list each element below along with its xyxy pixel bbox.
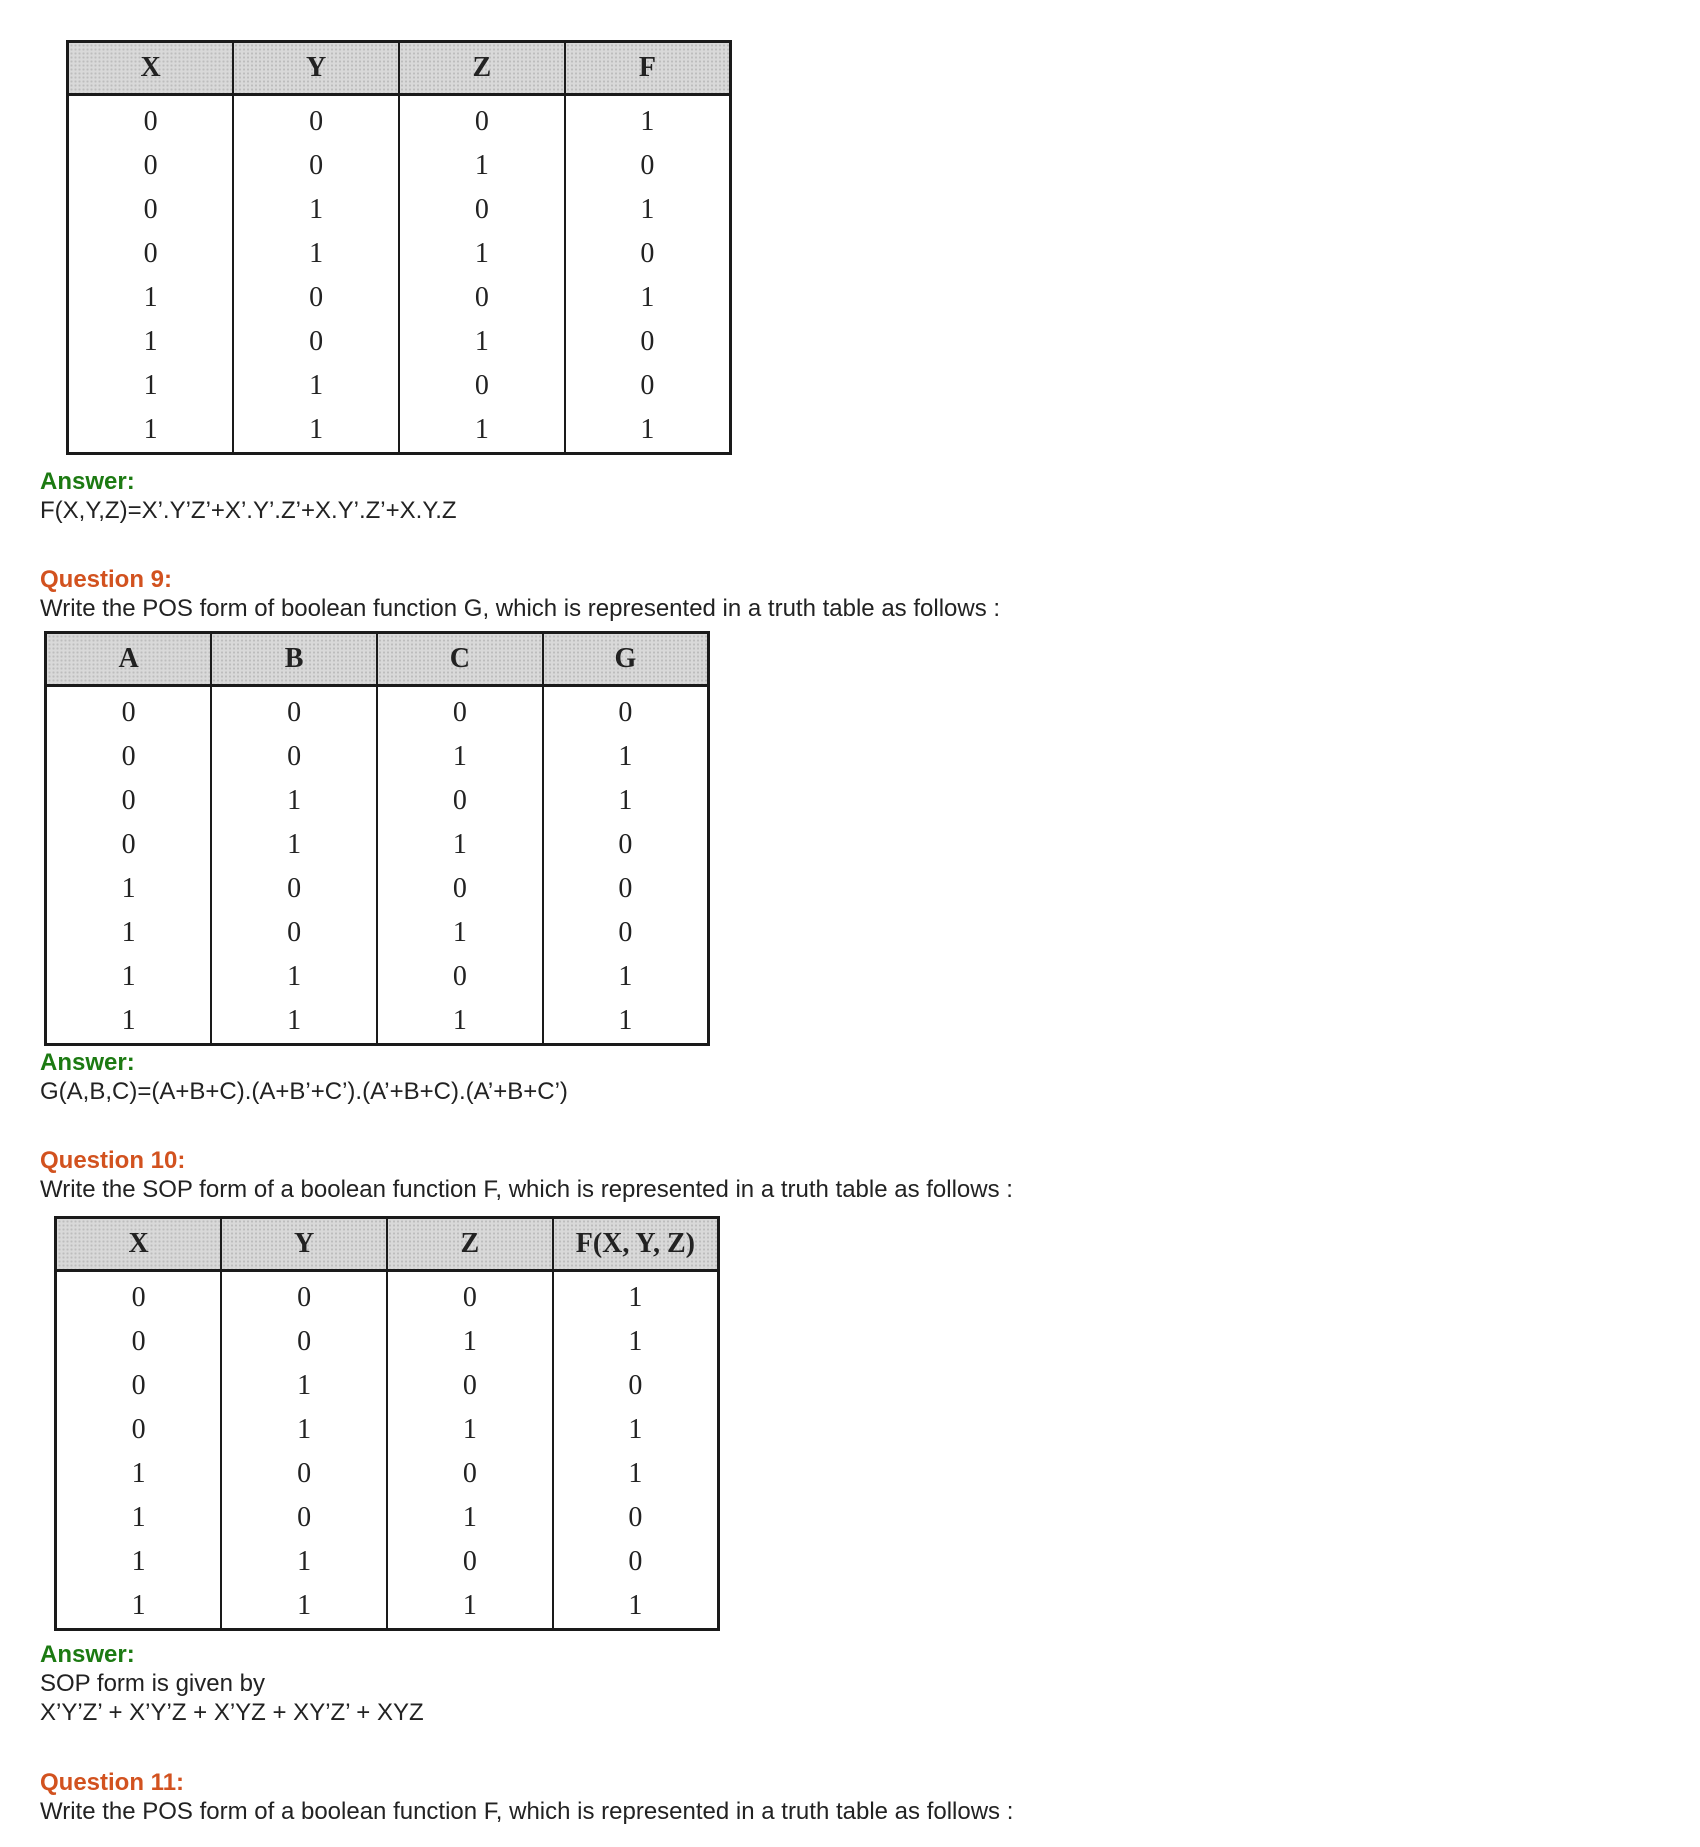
table-row	[46, 823, 709, 867]
table-cell: 1	[143, 282, 158, 313]
table-row	[56, 1320, 719, 1364]
table-row	[46, 779, 709, 823]
table-cell: 0	[233, 320, 399, 364]
table-row	[68, 232, 731, 276]
table-cell: 0	[221, 1271, 387, 1321]
table-cell: 1	[399, 144, 565, 188]
table-cell: 0	[143, 150, 158, 181]
table-cell: 0	[121, 741, 136, 772]
table-cell: 0	[543, 867, 709, 911]
table-cell: 1	[221, 1584, 387, 1630]
table-cell: 1	[121, 1005, 136, 1036]
table-row	[56, 1364, 719, 1408]
table-cell: 0	[143, 194, 158, 225]
table-cell: 1	[553, 1584, 719, 1630]
table-row	[46, 999, 709, 1045]
table-cell: 0	[131, 1326, 146, 1357]
table-cell: 0	[121, 785, 136, 816]
table-cell: 1	[233, 364, 399, 408]
truth-table-g	[44, 631, 710, 1046]
table-cell: 0	[211, 735, 377, 779]
table-row	[56, 1271, 719, 1321]
table-cell: 0	[131, 1282, 146, 1313]
table-cell: 0	[543, 911, 709, 955]
table-cell: 1	[131, 1458, 146, 1489]
table-cell: 1	[399, 408, 565, 454]
table-cell: 1	[377, 999, 543, 1045]
table-cell: 0	[211, 911, 377, 955]
column-header: X	[68, 42, 234, 95]
answer-label: Answer:	[40, 1641, 135, 1668]
table-cell: 0	[565, 144, 731, 188]
column-header: B	[211, 633, 377, 686]
table-row	[68, 320, 731, 364]
table-cell: 0	[221, 1496, 387, 1540]
question-10-text: Write the SOP form of a boolean function F, which is represented in a truth table as follows :	[40, 1176, 1013, 1203]
table-row	[46, 686, 709, 736]
answer-text-line-1: SOP form is given by	[40, 1670, 265, 1697]
table-cell: 0	[211, 867, 377, 911]
table-cell: 1	[377, 735, 543, 779]
table-header-row	[56, 1218, 719, 1271]
table-row	[56, 1452, 719, 1496]
table-cell: 1	[565, 95, 731, 145]
table-row	[56, 1584, 719, 1630]
table-cell: 1	[131, 1502, 146, 1533]
truth-table-f	[66, 40, 732, 455]
table-row	[46, 911, 709, 955]
table-cell: 1	[233, 188, 399, 232]
question-11-text: Write the POS form of a boolean function F, which is represented in a truth table as follows :	[40, 1798, 1014, 1825]
table-cell: 0	[221, 1452, 387, 1496]
table-cell: 1	[211, 779, 377, 823]
table-cell: 1	[387, 1584, 553, 1630]
answer-text: G(A,B,C)=(A+B+C).(A+B’+C’).(A’+B+C).(A’+B+C’)	[40, 1078, 568, 1105]
table-cell: 1	[121, 873, 136, 904]
table-row	[68, 364, 731, 408]
question-11-label: Question 11:	[40, 1769, 185, 1796]
table-cell: 0	[377, 779, 543, 823]
table-cell: 0	[399, 95, 565, 145]
table-cell: 0	[543, 823, 709, 867]
table-cell: 0	[377, 686, 543, 736]
table-cell: 1	[399, 320, 565, 364]
table-cell: 1	[543, 955, 709, 999]
column-header: F(X, Y, Z)	[553, 1218, 719, 1271]
table-cell: 1	[553, 1408, 719, 1452]
truth-table-sop	[54, 1216, 720, 1631]
table-cell: 1	[553, 1271, 719, 1321]
answer-label: Answer:	[40, 1049, 135, 1076]
table-cell: 1	[221, 1364, 387, 1408]
column-header: Z	[399, 42, 565, 95]
table-cell: 1	[121, 917, 136, 948]
table-cell: 0	[377, 955, 543, 999]
table-cell: 0	[377, 867, 543, 911]
answer-text-line-2: X’Y’Z’ + X’Y’Z + X’YZ + XY’Z’ + XYZ	[40, 1699, 424, 1726]
question-10-label: Question 10:	[40, 1147, 186, 1174]
table-cell: 0	[121, 697, 136, 728]
table-cell: 0	[233, 144, 399, 188]
table-cell: 1	[565, 188, 731, 232]
table-cell: 0	[553, 1364, 719, 1408]
column-header: G	[543, 633, 709, 686]
table-cell: 1	[377, 911, 543, 955]
table-cell: 0	[233, 95, 399, 145]
table-row	[46, 735, 709, 779]
table-cell: 1	[211, 823, 377, 867]
column-header: Z	[387, 1218, 553, 1271]
table-header-row	[68, 42, 731, 95]
table-row	[68, 95, 731, 145]
table-cell: 1	[543, 999, 709, 1045]
question-9-text: Write the POS form of boolean function G, which is represented in a truth table as follows :	[40, 595, 1001, 622]
column-header: C	[377, 633, 543, 686]
table-cell: 1	[221, 1408, 387, 1452]
table-cell: 0	[233, 276, 399, 320]
table-row	[68, 144, 731, 188]
table-cell: 0	[211, 686, 377, 736]
table-cell: 0	[565, 320, 731, 364]
table-cell: 0	[543, 686, 709, 736]
table-cell: 1	[553, 1320, 719, 1364]
table-cell: 0	[553, 1496, 719, 1540]
table-row	[68, 408, 731, 454]
table-row	[68, 188, 731, 232]
table-cell: 0	[387, 1271, 553, 1321]
table-cell: 1	[543, 735, 709, 779]
column-header: Y	[221, 1218, 387, 1271]
column-header: Y	[233, 42, 399, 95]
table-header-row	[46, 633, 709, 686]
table-cell: 0	[387, 1364, 553, 1408]
table-cell: 1	[233, 408, 399, 454]
table-cell: 1	[221, 1540, 387, 1584]
table-row	[56, 1408, 719, 1452]
table-cell: 0	[131, 1414, 146, 1445]
question-9-label: Question 9:	[40, 566, 173, 593]
column-header: F	[565, 42, 731, 95]
table-cell: 1	[377, 823, 543, 867]
table-cell: 1	[565, 408, 731, 454]
table-cell: 0	[143, 238, 158, 269]
table-cell: 0	[565, 364, 731, 408]
table-cell: 0	[399, 276, 565, 320]
column-header: A	[46, 633, 212, 686]
table-cell: 1	[387, 1496, 553, 1540]
answer-text: F(X,Y,Z)=X’.Y’Z’+X’.Y’.Z’+X.Y’.Z’+X.Y.Z	[40, 497, 457, 524]
table-cell: 1	[131, 1546, 146, 1577]
table-cell: 0	[387, 1540, 553, 1584]
table-cell: 1	[387, 1408, 553, 1452]
table-cell: 1	[543, 779, 709, 823]
table-row	[56, 1496, 719, 1540]
table-cell: 1	[143, 370, 158, 401]
table-row	[46, 955, 709, 999]
table-cell: 0	[553, 1540, 719, 1584]
answer-label: Answer:	[40, 468, 135, 495]
table-cell: 1	[387, 1320, 553, 1364]
table-cell: 0	[131, 1370, 146, 1401]
table-cell: 1	[565, 276, 731, 320]
column-header: X	[56, 1218, 222, 1271]
table-cell: 0	[121, 829, 136, 860]
table-cell: 0	[221, 1320, 387, 1364]
table-cell: 1	[233, 232, 399, 276]
table-cell: 1	[399, 232, 565, 276]
table-cell: 0	[143, 106, 158, 137]
table-cell: 1	[131, 1590, 146, 1621]
table-cell: 1	[121, 961, 136, 992]
table-cell: 0	[387, 1452, 553, 1496]
table-row	[46, 867, 709, 911]
table-row	[68, 276, 731, 320]
table-row	[56, 1540, 719, 1584]
table-cell: 1	[143, 326, 158, 357]
table-cell: 1	[553, 1452, 719, 1496]
table-cell: 0	[399, 364, 565, 408]
table-cell: 1	[211, 955, 377, 999]
table-cell: 1	[211, 999, 377, 1045]
table-cell: 1	[143, 414, 158, 445]
table-cell: 0	[565, 232, 731, 276]
table-cell: 0	[399, 188, 565, 232]
